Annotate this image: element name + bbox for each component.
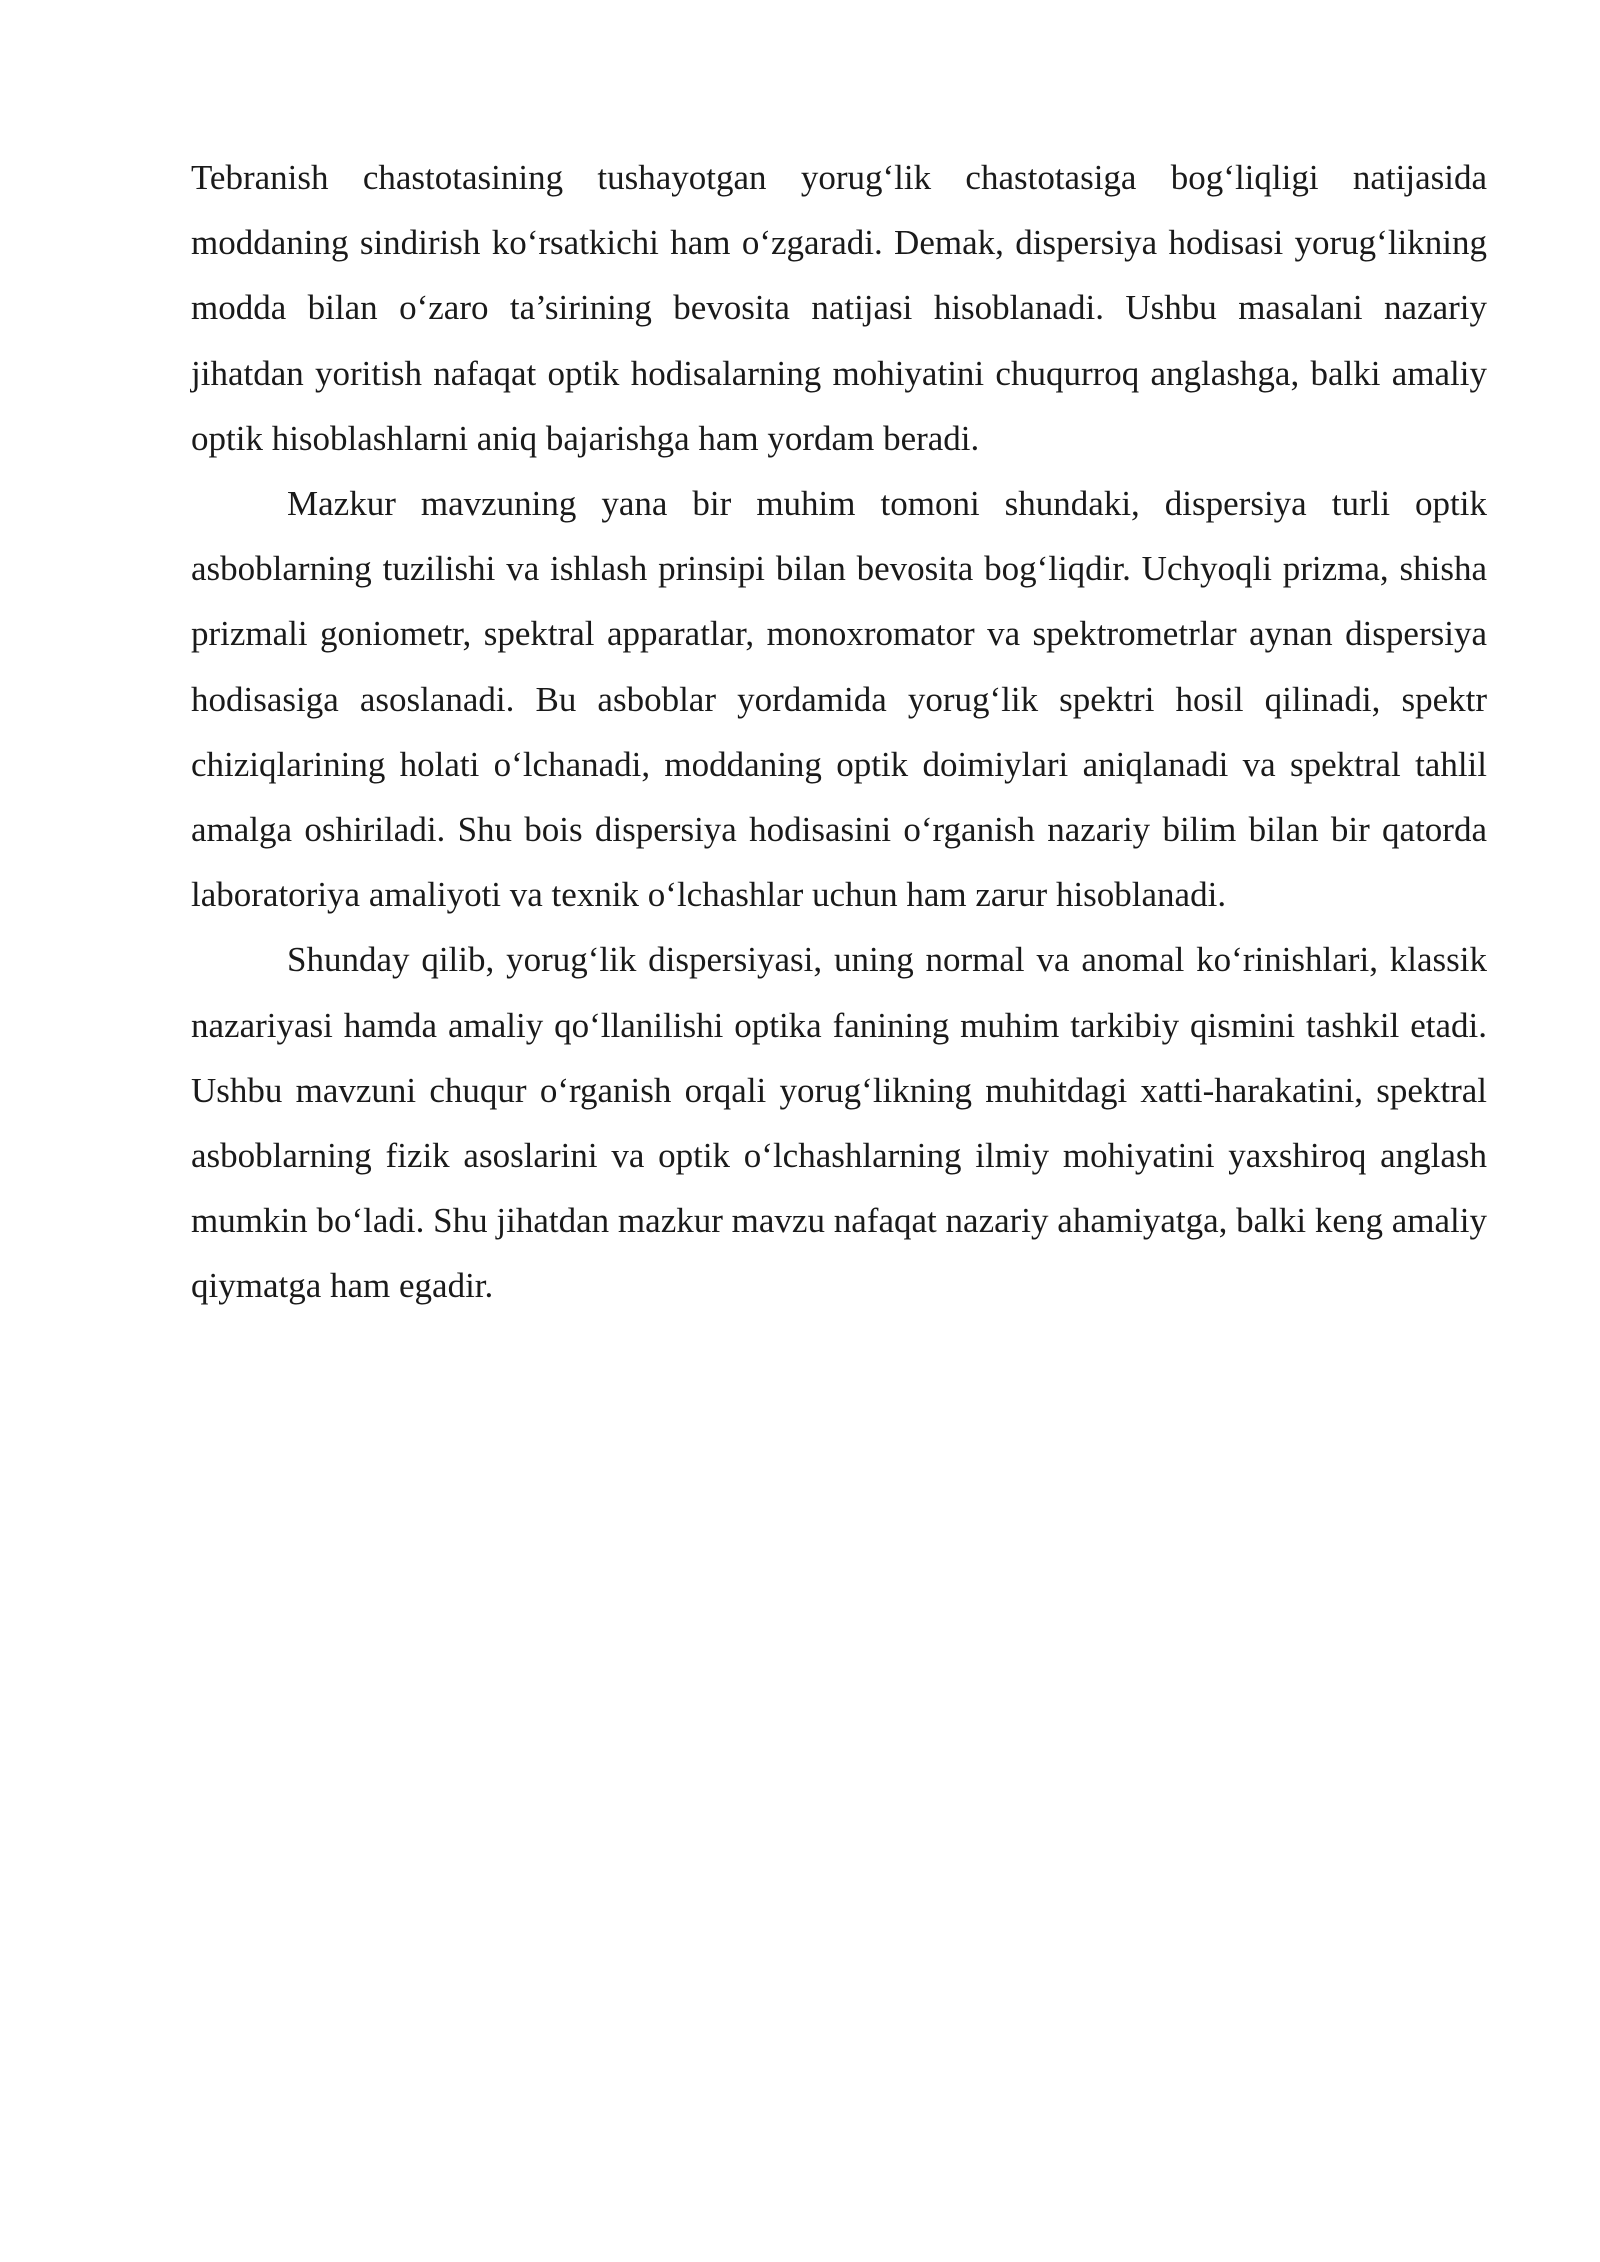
body-text [191,145,1487,1319]
paragraph-1: Tebranish chastotasining tushayotgan yorug‘lik chastotasiga bog‘liqligi natijasida moddaning sindirish ko‘rsatkichi ham o‘zgaradi. Demak, dispersiya hodisasi yorug‘likning modda bilan o‘zaro ta’sirining bevosita natijasi hisoblanadi. Ushbu masalani nazariy jihatdan yoritish nafaqat optik hodisalarning mohiyatini chuqurroq anglashga, balki amaliy optik hisoblashlarni aniq bajarishga ham yordam beradi. [191,158,1487,458]
paragraph-2: Mazkur mavzuning yana bir muhim tomoni shundaki, dispersiya turli optik asboblarning tuzilishi va ishlash prinsipi bilan bevosita bog‘liqdir. Uchyoqli prizma, shisha prizmali goniometr, spektral apparatlar, monoxromator va spektrometrlar aynan dispersiya hodisasiga asoslanadi. Bu asboblar yordamida yorug‘lik spektri hosil qilinadi, spektr chiziqlarining holati o‘lchanadi, moddaning optik doimiylari aniqlanadi va spektral tahlil amalga oshiriladi. Shu bois dispersiya hodisasini o‘rganish nazariy bilim bilan bir qatorda laboratoriya amaliyoti va texnik o‘lchashlar uchun ham zarur hisoblanadi. [191,484,1487,915]
paragraph-3: Shunday qilib, yorug‘lik dispersiyasi, uning normal va anomal ko‘rinishlari, klassik nazariyasi hamda amaliy qo‘llanilishi optika fanining muhim tarkibiy qismini tashkil etadi. Ushbu mavzuni chuqur o‘rganish orqali yorug‘likning muhitdagi xatti-harakatini, spektral asboblarning fizik asoslarini va optik o‘lchashlarning ilmiy mohiyatini yaxshiroq anglash mumkin bo‘ladi. Shu jihatdan mazkur mavzu nafaqat nazariy ahamiyatga, balki keng amaliy qiymatga ham egadir. [191,940,1487,1306]
